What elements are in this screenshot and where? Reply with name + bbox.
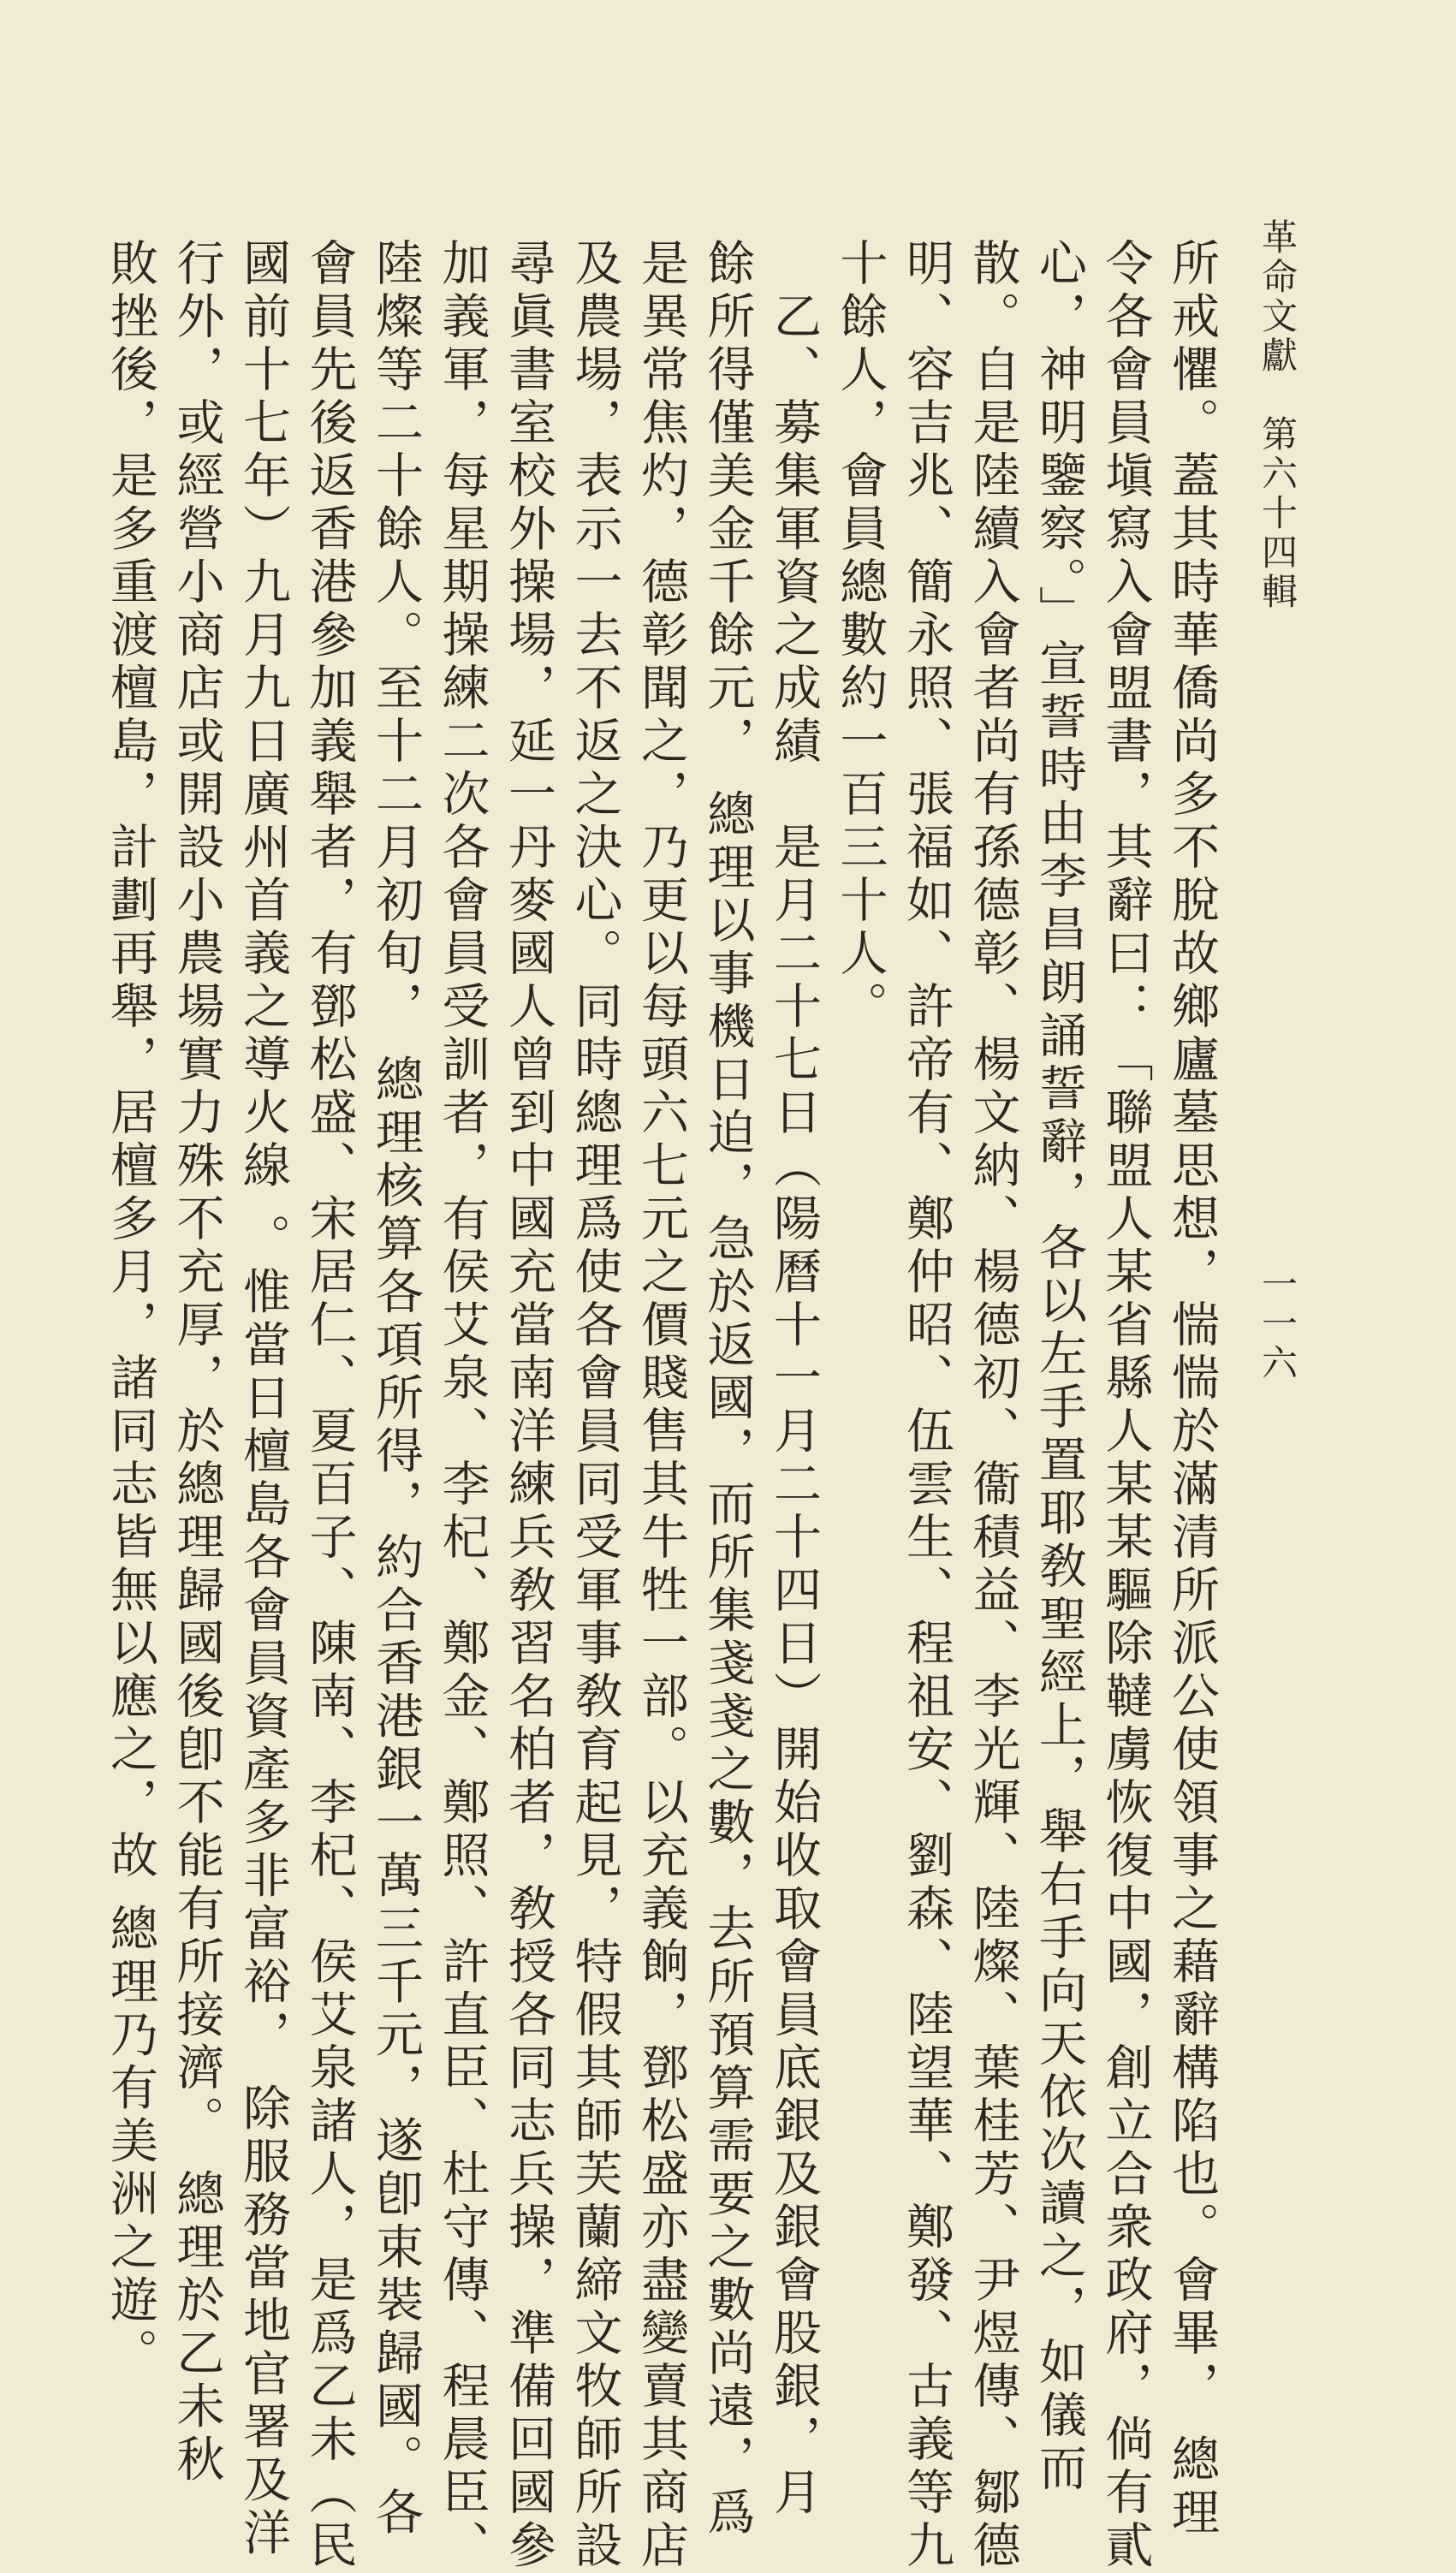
text-column: 餘所得僅美金千餘元， 總理以事機日迫，急於返國，而所集戔戔之數，去所預算需要之數尚遠，爲 <box>699 238 756 2540</box>
text-column: 陸燦等二十餘人。至十二月初旬， 總理核算各項所得，約合香港銀一萬三千元，遂卽束裝歸國。各 <box>368 238 424 2540</box>
running-header-title: 革命文獻 第六十四輯 <box>1257 218 1299 612</box>
text-column: 是異常焦灼，德彰聞之，乃更以每頭六七元之價賤售其牛牲一部。以充義餉，鄧松盛亦盡變賣其商店 <box>633 238 689 2573</box>
text-column: 會員先後返香港參加義舉者，有鄧松盛、宋居仁、夏百子、陳南、李杞、侯艾泉諸人，是爲乙未（民 <box>301 238 358 2573</box>
section-heading-column: 乙、募集軍資之成績 是月二十七日（陽曆十一月二十四日）開始收取會員底銀及銀會股銀，月 <box>766 238 822 2520</box>
text-column: 國前十七年）九月九日廣州首義之導火線 。惟當日檀島各會員資產多非富裕， 除服務當地官署及洋 <box>235 238 291 2561</box>
text-column: 及農場，表示一去不返之決心。同時總理爲使各會員同受軍事敎育起見，特假其師芙蘭締文牧師所設 <box>567 238 623 2573</box>
text-column: 加義軍，每星期操練二次各會員受訓者，有侯艾泉、李杞、鄭金、鄭照、許直臣、杜守傳、程晨臣、 <box>434 238 490 2573</box>
text-column: 令各會員塡寫入會盟書，其辭曰：「聯盟人某省縣人某某驅除韃虜恢復中國，創立合衆政府，倘有貳 <box>1097 238 1154 2573</box>
text-column: 明、容吉兆、簡永照、張福如、許帝有、鄭仲昭、伍雲生、程祖安、劉森、陸望華、鄭發、古義等九 <box>899 238 954 2573</box>
text-column: 所戒懼。蓋其時華僑尚多不脫故鄉廬墓思想，惴惴於滿清所派公使領事之藉辭構陷也。會畢， 總理 <box>1164 238 1220 2540</box>
text-column: 敗挫後，是多重渡檀島，計劃再舉，居檀多月，諸同志皆無以應之，故 總理乃有美洲之遊。 <box>103 238 158 2381</box>
page-number: 一一六 <box>1257 1265 1299 1383</box>
text-column: 尋眞書室校外操場，延一丹麥國人曾到中國充當南洋練兵敎習名柏者，敎授各同志兵操，準備回國參 <box>501 238 556 2573</box>
text-column: 心，神明鑒察。」宣誓時由李昌朗誦誓辭，各以左手置耶敎聖經上，舉右手向天依次讀之，如儀而 <box>1031 238 1087 2496</box>
text-column: 行外，或經營小商店或開設小農場實力殊不充厚，於總理歸國後卽不能有所接濟。 總理於乙未秋 <box>169 238 225 2487</box>
text-column: 散。自是陸續入會者尚有孫德彰、楊文納、楊德初、衞積益、李光輝、陸燦、葉桂芳、尹煜傳、鄒德 <box>965 238 1021 2573</box>
text-column: 十餘人，會員總數約一百三十人。 <box>832 238 888 1034</box>
body-text <box>98 238 1226 2573</box>
